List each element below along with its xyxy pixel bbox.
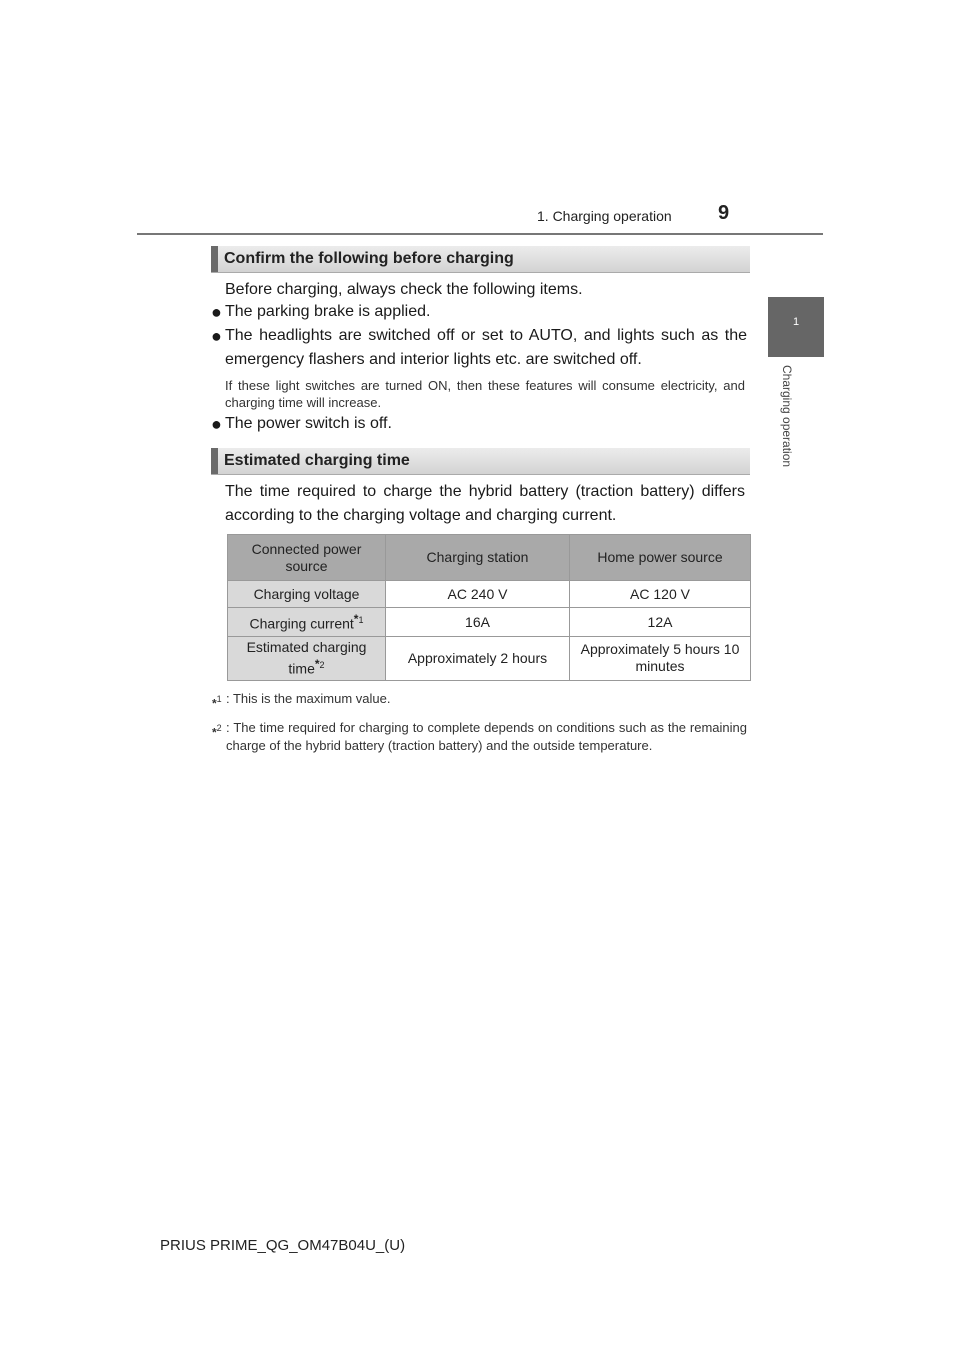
table-cell: Approximately 2 hours [386,637,570,681]
table-row [228,637,751,681]
chapter-tab-label: Charging operation [780,365,794,468]
footnote-text: : The time required for charging to complete depends on conditions such as the remaining charge of the hybrid battery (traction battery) and the outside temperature. [226,720,747,753]
table-header-cell: Charging station [386,535,570,581]
bullet-item [211,412,747,436]
table-row-header: Estimated charging time$^{*2}$ [228,637,386,681]
footnote-text: : This is the maximum value. [226,691,391,706]
section-header-title: Estimated charging time [224,452,410,469]
light-switch-note: If these light switches are turned ON, then these features will consume electricity, and charging time will increase. [225,378,745,410]
bullet-item [211,300,747,324]
bullet-text: The power switch is off. [225,415,392,432]
charging-time-table [227,534,751,681]
bullet-dot-icon: ● [211,326,222,346]
footnote-mark: *$^2$ [212,723,222,740]
bullet-item [211,324,747,372]
bullet-text: The parking brake is applied. [225,303,431,320]
footnote-mark: *$^1$ [212,694,222,711]
chapter-tab-number: 1 [792,316,800,328]
confirm-intro: Before charging, always check the following items. [225,281,583,298]
bullet-dot-icon: ● [211,302,222,322]
section-header-bar [211,246,218,272]
table-cell: 12A [570,608,751,637]
table-row-header: Charging voltage [228,581,386,608]
section-header-estimated [211,448,750,475]
section-header-confirm [211,246,750,273]
table-row-header: Charging current$^{*1}$ [228,608,386,637]
table-cell: AC 120 V [570,581,751,608]
footnote-1 [212,690,747,711]
table-header-cell: Home power source [570,535,751,581]
section-header-bar [211,448,218,474]
table-row [228,581,751,608]
section-header-title: Confirm the following before charging [224,250,514,267]
estimated-intro: The time required to charge the hybrid battery (traction battery) differs according to the charging voltage and charging current. [225,483,745,524]
page-number: 9 [718,202,730,224]
header-section-title: 1. Charging operation [537,208,672,224]
footnote-2 [212,719,747,755]
table-row [228,608,751,637]
table-header-row [228,535,751,581]
header-rule [137,233,823,235]
bullet-text: The headlights are switched off or set to AUTO, and lights such as the emergency flashers and interior lights etc. are switched off. [225,327,747,368]
table-cell: AC 240 V [386,581,570,608]
bullet-dot-icon: ● [211,414,222,434]
table-header-cell: Connected power source [228,535,386,581]
table-cell: Approximately 5 hours 10 minutes [570,637,751,681]
table-cell: 16A [386,608,570,637]
footer-model-code: PRIUS PRIME_QG_OM47B04U_(U) [160,1237,406,1254]
